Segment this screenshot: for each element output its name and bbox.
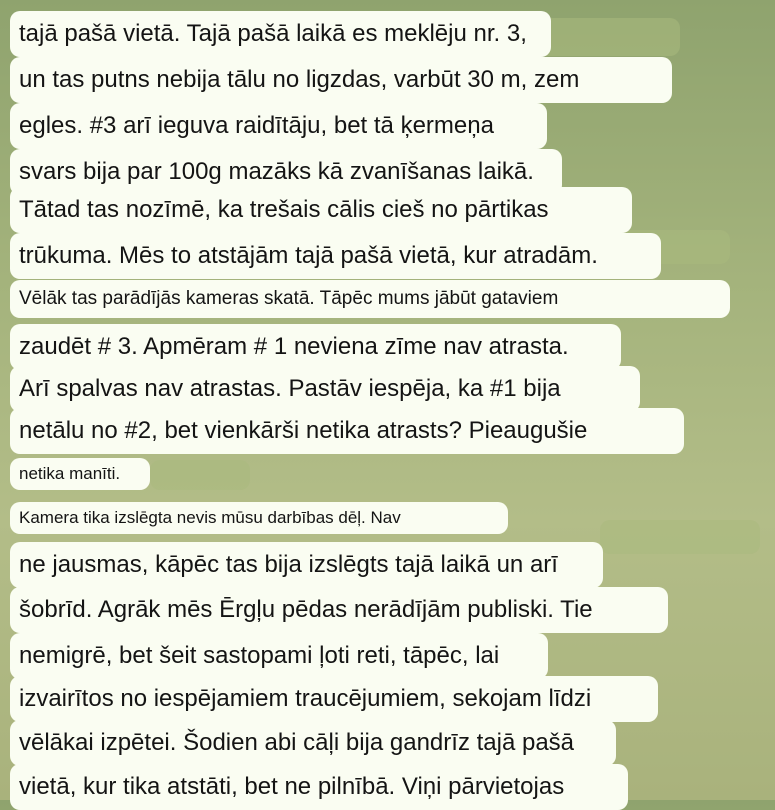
message-line: netālu no #2, bet vienkārši netika atrasts? Pieaugušie [10, 408, 684, 454]
message-line: ne jausmas, kāpēc tas bija izslēgts tajā laikā un arī [10, 542, 603, 588]
message-line: vietā, kur tika atstāti, bet ne pilnībā. Viņi pārvietojas [10, 764, 628, 810]
message-line: zaudēt # 3. Apmēram # 1 neviena zīme nav atrasta. [10, 324, 621, 370]
message-line: šobrīd. Agrāk mēs Ērgļu pēdas nerādījām publiski. Tie [10, 587, 668, 633]
message-line: Arī spalvas nav atrastas. Pastāv iespēja, ka #1 bija [10, 366, 640, 412]
message-line: Kamera tika izslēgta nevis mūsu darbības dēļ. Nav [10, 502, 508, 534]
message-line: Vēlāk tas parādījās kameras skatā. Tāpēc mums jābūt gataviem [10, 280, 730, 318]
background-shape [600, 520, 760, 554]
message-line: vēlākai izpētei. Šodien abi cāļi bija gandrīz tajā pašā [10, 720, 616, 766]
message-line: Tātad tas nozīmē, ka trešais cālis cieš no pārtikas [10, 187, 632, 233]
message-line: egles. #3 arī ieguva raidītāju, bet tā ķermeņa [10, 103, 547, 149]
message-line: netika manīti. [10, 458, 150, 490]
background-shape [150, 460, 250, 490]
message-line: izvairītos no iespējamiem traucējumiem, sekojam līdzi [10, 676, 658, 722]
message-line: svars bija par 100g mazāks kā zvanīšanas laikā. [10, 149, 562, 195]
message-line: trūkuma. Mēs to atstājām tajā pašā vietā, kur atradām. [10, 233, 661, 279]
message-line: tajā pašā vietā. Tajā pašā laikā es meklēju nr. 3, [10, 11, 551, 57]
message-line: nemigrē, bet šeit sastopami ļoti reti, tāpēc, lai [10, 633, 548, 679]
message-line: un tas putns nebija tālu no ligzdas, varbūt 30 m, zem [10, 57, 672, 103]
